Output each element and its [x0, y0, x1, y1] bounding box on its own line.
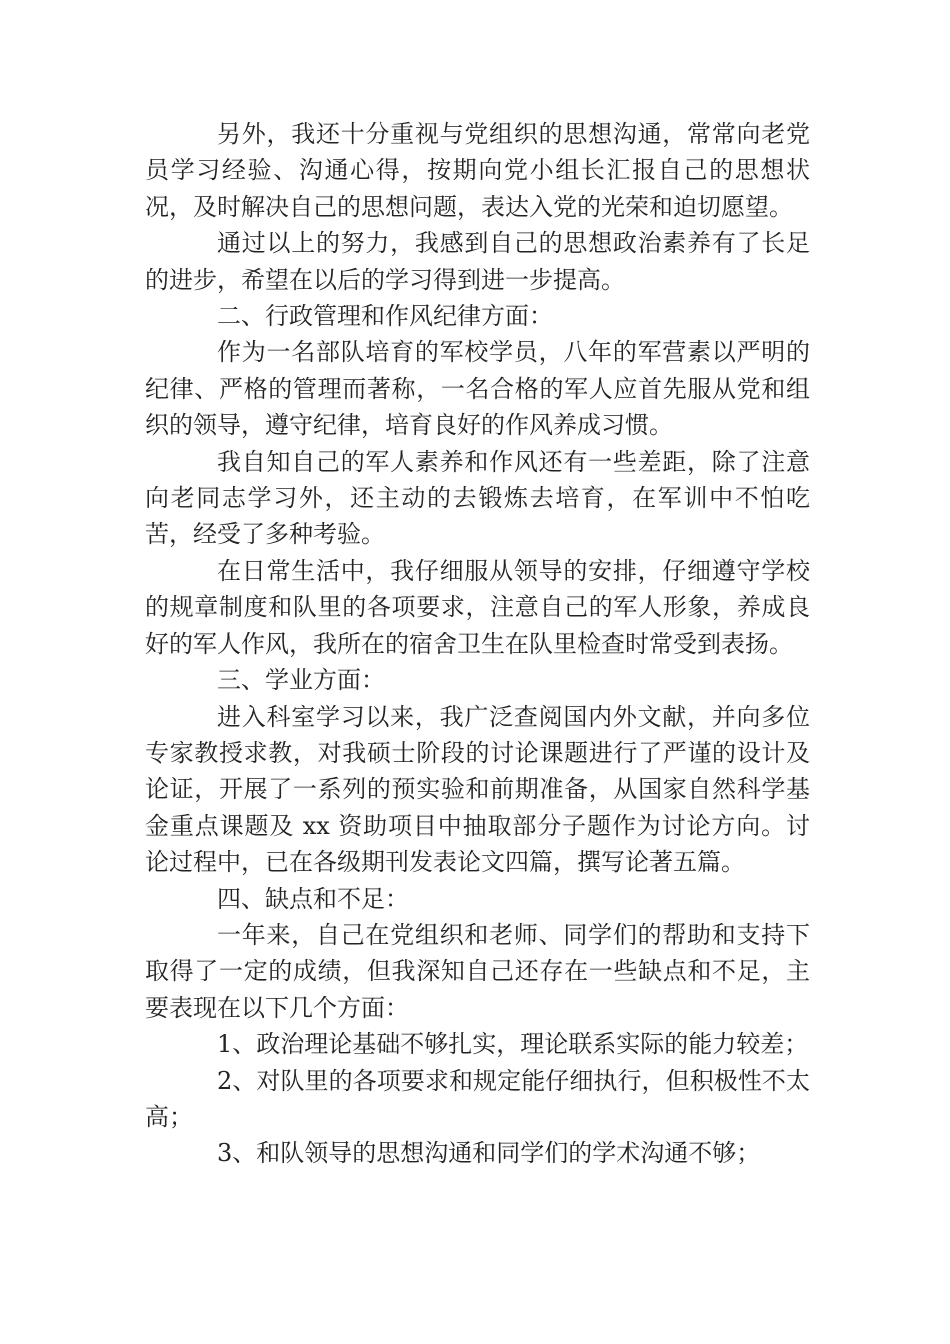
- section-heading-administration: 二、行政管理和作风纪律方面：: [217, 302, 553, 331]
- list-item-shortcoming-2: 2、对队里的各项要求和规定能仔细执行，但积极性不太高；: [145, 1066, 810, 1131]
- paragraph-daily-life: 在日常生活中，我仔细服从领导的安排，仔细遵守学校的规章制度和队里的各项要求，注意自己的军人形象，养成良好的军人作风，我所在的宿舍卫生在队里检查时常受到表扬。: [145, 556, 810, 658]
- list-item-shortcoming-3: 3、和队领导的思想沟通和同学们的学术沟通不够；: [217, 1139, 761, 1168]
- section-heading-academics: 三、学业方面：: [217, 666, 385, 695]
- paragraph-party-communication: 另外，我还十分重视与党组织的思想沟通，常常向老党员学习经验、沟通心得，按期向党小组长汇报自己的思想状况，及时解决自己的思想问题，表达入党的光荣和迫切愿望。: [145, 120, 810, 221]
- paragraph-research: 进入科室学习以来，我广泛查阅国内外文献，并向多位专家教授求教，对我硕士阶段的讨论课题进行了严谨的设计及论证，开展了一系列的预实验和前期准备，从国家自然科学基金重点课题及 xx 资助项目中抽取部分子题作为讨论方向。讨论过程中，已在各级期刊发表论文四篇，撰写论著五篇。: [145, 702, 810, 877]
- paragraph-progress: 通过以上的努力，我感到自己的思想政治素养有了长足的进步，希望在以后的学习得到进一步提高。: [145, 229, 810, 294]
- section-heading-shortcomings: 四、缺点和不足：: [217, 884, 409, 913]
- document-body: [145, 116, 810, 1172]
- paragraph-shortcomings-intro: 一年来，自己在党组织和老师、同学们的帮助和支持下取得了一定的成绩，但我深知自己还存在一些缺点和不足，主要表现在以下几个方面：: [145, 920, 810, 1022]
- list-item-shortcoming-1: 1、政治理论基础不够扎实，理论联系实际的能力较差；: [217, 1030, 809, 1059]
- paragraph-military-trainee: 作为一名部队培育的军校学员，八年的军营素以严明的纪律、严格的管理而著称，一名合格的军人应首先服从党和组织的领导，遵守纪律，培育良好的作风养成习惯。: [145, 338, 810, 440]
- paragraph-self-awareness: 我自知自己的军人素养和作风还有一些差距，除了注意向老同志学习外，还主动的去锻炼去培育，在军训中不怕吃苦，经受了多种考验。: [145, 447, 810, 549]
